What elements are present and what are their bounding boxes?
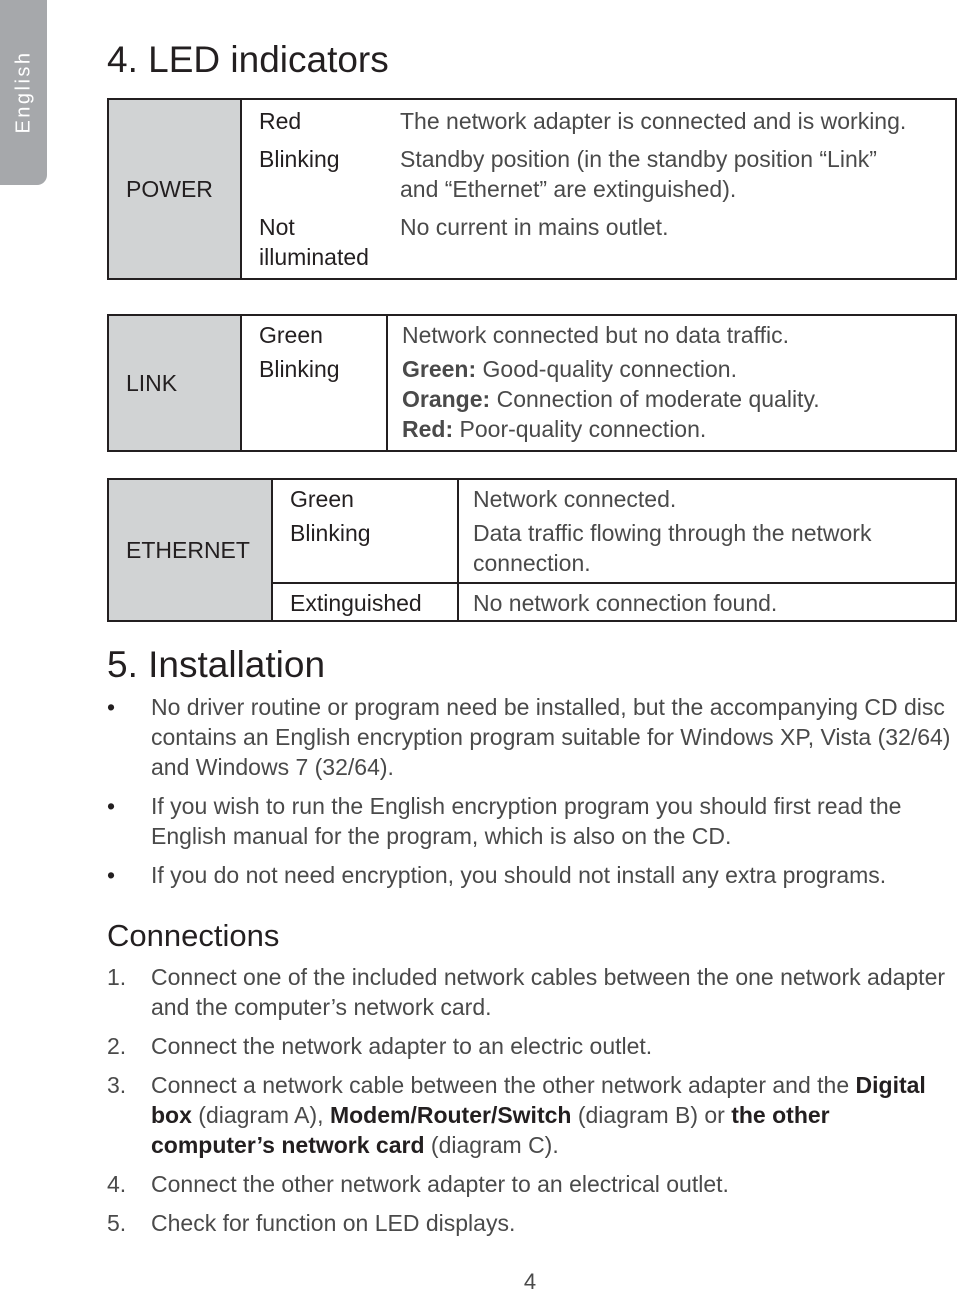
language-label: English — [12, 50, 34, 134]
list-item — [107, 1169, 957, 1199]
link-desc-green-quality — [402, 354, 955, 384]
bullet-icon: • — [107, 862, 116, 888]
step-text: Check for function on LED displays. — [151, 1210, 516, 1236]
list-item — [107, 1070, 957, 1160]
link-text-orange: Connection of moderate quality. — [496, 386, 820, 412]
link-desc-blinking — [387, 352, 956, 451]
list-item — [107, 1031, 957, 1061]
installation-bullet-list — [107, 692, 957, 899]
ethernet-desc-green: Network connected. — [458, 479, 956, 516]
link-led-table — [107, 314, 957, 452]
list-item — [107, 962, 957, 1022]
power-label: POWER — [108, 99, 241, 279]
step-text: Connect one of the included network cables between the one network adapter and the computer’s network card. — [151, 964, 946, 1020]
step-number: 1. — [107, 964, 127, 990]
step-text-part: (diagram A), — [191, 1102, 330, 1128]
connections-heading: Connections — [107, 918, 280, 953]
link-state-blinking: Blinking — [241, 352, 387, 451]
modem-router-switch-term: Modem/Router/Switch — [329, 1102, 572, 1128]
power-row-red — [108, 99, 956, 140]
link-key-orange: Orange: — [402, 386, 491, 412]
ethernet-state-blinking: Blinking — [290, 520, 371, 546]
power-desc-blinking — [400, 140, 956, 210]
power-state-not-illuminated — [241, 210, 400, 279]
ethernet-desc-extinguished: No network connection found. — [458, 583, 956, 621]
link-key-red: Red: — [402, 416, 454, 442]
installation-heading: 5. Installation — [107, 644, 326, 685]
step-text-part: (diagram B) or — [571, 1102, 732, 1128]
ethernet-led-table — [107, 478, 957, 622]
list-item — [107, 791, 957, 851]
link-desc-green: Network connected but no data traffic. — [387, 315, 956, 352]
other-computer-network-card-term: the other computer’s network card — [151, 1102, 830, 1158]
power-desc-blinking-line2: and “Ethernet” are extinguished). — [400, 176, 737, 202]
power-state-illuminated: illuminated — [259, 244, 369, 270]
power-state-not: Not — [259, 214, 295, 240]
digital-box-term: Digital box — [151, 1072, 926, 1128]
bullet-text: If you wish to run the English encryption program you should first read the English manual for the program, which is also on the CD. — [151, 793, 902, 849]
step-number: 3. — [107, 1072, 127, 1098]
power-desc-blinking-line1: Standby position (in the standby position “Link” — [400, 146, 877, 172]
link-key-green: Green: — [402, 356, 477, 382]
bullet-text: If you do not need encryption, you should not install any extra programs. — [151, 862, 887, 888]
bullet-icon: • — [107, 694, 116, 720]
link-text-red: Poor-quality connection. — [459, 416, 707, 442]
power-led-table — [107, 98, 957, 280]
step-text-part: Connect a network cable between the other network adapter and the — [151, 1072, 856, 1098]
step-text — [151, 1072, 926, 1158]
ethernet-state-extinguished: Extinguished — [272, 583, 458, 621]
page-number: 4 — [523, 1269, 537, 1294]
power-state-red: Red — [241, 99, 400, 140]
list-item — [107, 692, 957, 782]
link-label: LINK — [108, 315, 241, 451]
link-state-green: Green — [241, 315, 387, 352]
link-row-green — [108, 315, 956, 352]
list-item — [107, 860, 957, 890]
ethernet-desc-blinking — [458, 516, 956, 583]
power-desc-not-illuminated: No current in mains outlet. — [400, 210, 956, 279]
step-number: 5. — [107, 1210, 127, 1236]
ethernet-state-green: Green — [272, 479, 458, 516]
ethernet-label: ETHERNET — [108, 479, 272, 621]
power-desc-red: The network adapter is connected and is working. — [400, 99, 956, 140]
bullet-icon: • — [107, 793, 116, 819]
language-side-tab — [0, 0, 47, 185]
step-text-part: (diagram C). — [424, 1132, 559, 1158]
power-state-blinking: Blinking — [259, 146, 340, 172]
step-text: Connect the network adapter to an electric outlet. — [151, 1033, 653, 1059]
ethernet-desc-blinking-line2: connection. — [473, 550, 591, 576]
ethernet-row-green — [108, 479, 956, 516]
link-desc-red-quality — [402, 414, 955, 444]
link-text-green: Good-quality connection. — [482, 356, 737, 382]
list-item — [107, 1208, 957, 1238]
step-text: Connect the other network adapter to an electrical outlet. — [151, 1171, 729, 1197]
step-number: 4. — [107, 1171, 127, 1197]
step-number: 2. — [107, 1033, 127, 1059]
connections-step-list — [107, 962, 957, 1247]
led-indicators-heading: 4. LED indicators — [107, 39, 389, 80]
bullet-text: No driver routine or program need be installed, but the accompanying CD disc contains an English encryption program suitable for Windows XP, Vista (32/64) and Windows 7 (32/64). — [151, 694, 951, 780]
ethernet-desc-blinking-line1: Data traffic flowing through the network — [473, 520, 872, 546]
link-desc-orange-quality — [402, 384, 955, 414]
